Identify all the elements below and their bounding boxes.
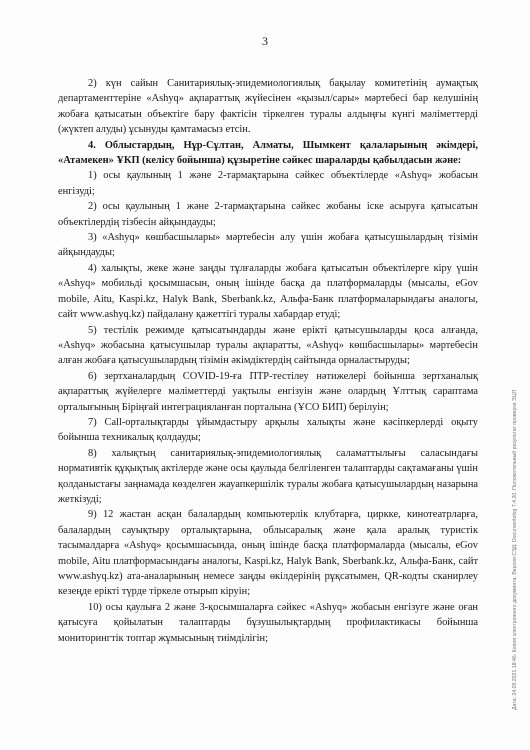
paragraph: 1) осы қаулының 1 және 2-тармақтарына сәйкес объектілерде «Ashyq» жобасын енгізуді; (58, 170, 478, 197)
document-body (58, 76, 478, 646)
paragraph: 6) зертханалардың COVID-19-ға ПТР-тестілеу нәтижелері бойынша зертханалық ақпараттық жүйелерге мәліметтерді уақтылы енгізуін және олардың Ұлттық сараптама орталығының Біріңғай интеграцияланған порталына (ҰСО БИП) берілуін; (58, 370, 478, 413)
paragraph: 10) осы қаулыға 2 және 3-қосымшаларға сәйкес «Ashyq» жобасын енгізуге және оған қатысуға қойылатын талаптарды бұзушылықтардың профилактикасы бойынша мониторингтік топтар жұмысының тиімділігін; (58, 601, 478, 644)
paragraph: 3) «Ashyq» көшбасшылары» мәртебесін алу үшін жобаға қатысушылардың тізімін айқындауды; (58, 232, 478, 259)
paragraph: 5) тестілік режимде қатысатындарды және ерікті қатысушыларды қоса алғанда, «Ashyq» жобасына қатысушылар туралы ақпаратты, «Ashyq» көшбасшылары» мәртебесін алған жобаға қатысушылардың тізімін әкімдіктердің сайтында орналастыруды; (58, 324, 478, 367)
paragraph: 9) 12 жастан асқан балалардың компьютерлік клубтарға, циркке, кинотеатрларға, балалардың сауықтыру орталықтарына, облысаралық және қала аралық туристік тасымалдарға «Ashyq» қосымшасында, оның ішінде басқа платформаларда (мысалы, eGov mobile, Aitu платформасындағы аналогы, Kaspi.kz, Halyk Bank, Sberbank.kz, Альфа-Банк, сайт www.ashyq.kz) ата-аналарының немесе заңды өкілдерінің рұқсатымен, QR-кодты сканирлеу кезеңде ерікті түрде тіркеле отырып кіруін; (58, 509, 478, 598)
paragraph: 2) күн сайын Санитариялық-эпидемиологиялық бақылау комитетінің аумақтық департаменттеріне «Ashyq» ақпараттық жүйесінен «қызыл/сары» мәртебесі бар келушінің жобаға қатысатын объектіге бару фактісін тіркелген туралы алдыңғы күнгі мәліметтерді (жүктеп алуды) ұсынуды қамтамасыз етсін. (58, 78, 478, 136)
paragraph: 8) халықтың санитариялық-эпидемиологиялық саламаттылығы саласындағы нормативтік құқықтық актілерде және осы қаулыда белгіленген талаптарды сақтамағаны үшін қолданыстағы заңнамада көзделген жауапкершілік туралы жобаға қатысушылардың назарына жеткізуді; (58, 447, 478, 505)
paragraph: 4) халықты, жеке және заңды тұлғаларды жобаға қатысатын объектілерге кіру үшін «Ashyq» мобильді қосымшасын, оның ішінде басқа да платформаларды (мысалы, eGov mobile, Aitu, Kaspi.kz, Halyk Bank, Sberbank.kz, Альфа-Банк платформаларындағы аналогы, сайт www.ashyq.kz) пайдалану қажеттігі туралы хабардар етуді; (58, 262, 478, 321)
page-number: 3 (262, 34, 268, 48)
paragraph: 7) Call-орталықтарды ұйымдастыру арқылы халықты және кәсіпкерлерді оқыту бойынша техникалық қолдауды; (58, 416, 478, 444)
paragraph: 2) осы қаулының 1 және 2-тармақтарына сәйкес жобаны іске асыруға қатысатын объектілердің тізбесін айқындауды; (58, 201, 478, 228)
side-stamp-note: Дата: 24.09.2021 18:46. Копия электронного документа. Версия СЭД: Documentolog 7.4.20. Положительный результат проверки ЭЦП (512, 389, 518, 710)
paragraph: 4. Облыстардың, Нұр-Сұлтан, Алматы, Шымкент қалаларының әкімдері, «Атамекен» ҰКП (келісу бойынша) құзыретіне сәйкес шараларды қабылдасын және: (58, 139, 478, 167)
